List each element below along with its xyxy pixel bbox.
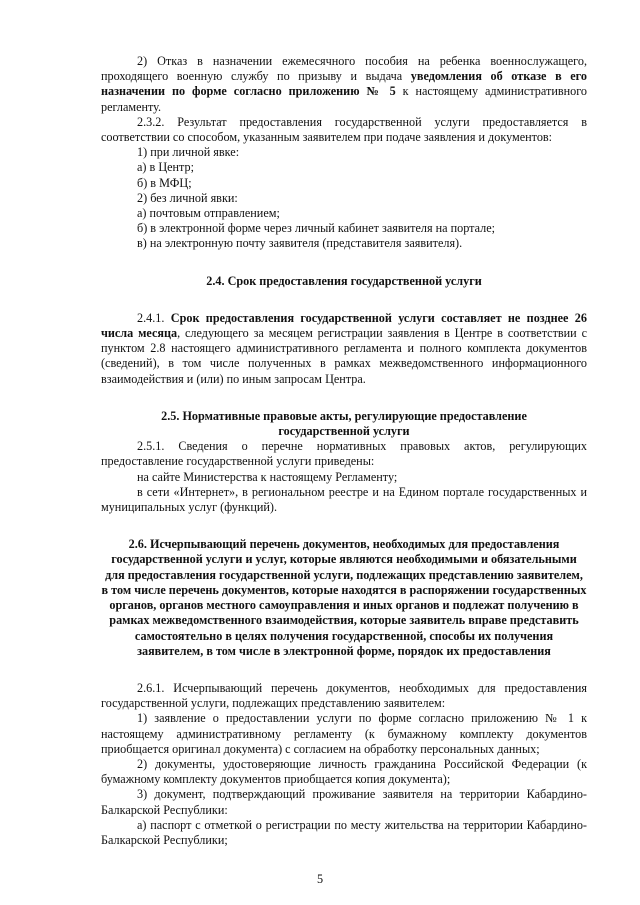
paragraph-2-6-1: 2.6.1. Исчерпывающий перечень документов, необходимых для предоставления государственной услуги, подлежащих представлению заявителем:: [101, 680, 587, 711]
paragraph-2-4-1: 2.4.1. Срок предоставления государственной услуги составляет не позднее 26 числа месяца, следующего за месяцем регистрации заявления в Центре в соответствии с пунктом 2.8 настоящего административного регламента и полного комплекта документов (сведений), в том числе полученных в рамках межведомственного информационного взаимодействия и (или) по иным запросам Центра.: [101, 310, 587, 386]
paragraph-2-6-1-item-3a: а) паспорт с отметкой о регистрации по месту жительства на территории Кабардино-Балкарской Республики;: [101, 817, 587, 847]
paragraph-2-6-1-item-2: 2) документы, удостоверяющие личность гражданина Российской Федерации (к бумажному комплекту документов приобщается копия документа);: [101, 756, 587, 787]
section-heading-2-5: 2.5. Нормативные правовые акты, регулирующие предоставление государственной услуги: [161, 408, 527, 439]
paragraph-refusal: 2) Отказ в назначении ежемесячного пособия на ребенка военнослужащего, проходящего военную службу по призыву и выдача уведомления об отказе в его назначении по форме согласно приложению № 5 к настоящему административного регламенту.: [101, 54, 587, 114]
paragraph-2-3-2: 2.3.2. Результат предоставления государственной услуги предоставляется в соответствии со способом, указанным заявителем при подаче заявления и документов:: [101, 114, 587, 145]
page-number: 5: [316, 872, 324, 886]
list-item: в сети «Интернет», в региональном реестре и на Едином портале государственных и муниципальных услуг (функций).: [101, 484, 587, 515]
list-item: б) в электронной форме через личный кабинет заявителя на портале;: [137, 221, 496, 236]
list-item: а) в Центр;: [137, 160, 195, 175]
paragraph-2-5-1: 2.5.1. Сведения о перечне нормативных правовых актов, регулирующих предоставление государственной услуги приведены:: [101, 439, 587, 469]
list-item: 2) без личной явки:: [137, 190, 238, 205]
list-item: а) почтовым отправлением;: [137, 206, 280, 221]
paragraph-2-6-1-item-1: 1) заявление о предоставлении услуги по форме согласно приложению № 1 к настоящему административному регламенту (к бумажному комплекту документов приобщается оригинал документа) с согласием на обработку персональных данных;: [101, 711, 587, 756]
section-heading-2-6-part1: 2.6. Исчерпывающий перечень документов, необходимых для предоставления государственной услуги и услуг, которые являются необходимыми и обязательными: [111, 537, 577, 567]
page-body: [101, 54, 587, 848]
section-heading-2-6-part2: для предоставления государственной услуги, подлежащих представлению заявителем, в том числе перечень документов, которые находятся в распоряжении государственных органов, органов местного самоуправления и иных органов и подлежат получению в рамках межведомственного взаимодействия, которые заявитель вправе представить самостоятельно в целях получения государственной, способы их получения заявителем, в том числе в электронной форме, порядок их предоставления: [101, 567, 587, 658]
list-item: в) на электронную почту заявителя (представителя заявителя).: [137, 236, 463, 251]
list-item: б) в МФЦ;: [137, 175, 192, 190]
paragraph-2-6-1-item-3: 3) документ, подтверждающий проживание заявителя на территории Кабардино-Балкарской Республики:: [101, 787, 587, 817]
list-item: на сайте Министерства к настоящему Регламенту;: [137, 469, 398, 484]
section-heading-2-4: 2.4. Срок предоставления государственной услуги: [206, 273, 482, 288]
list-item: 1) при личной явке:: [137, 145, 240, 160]
